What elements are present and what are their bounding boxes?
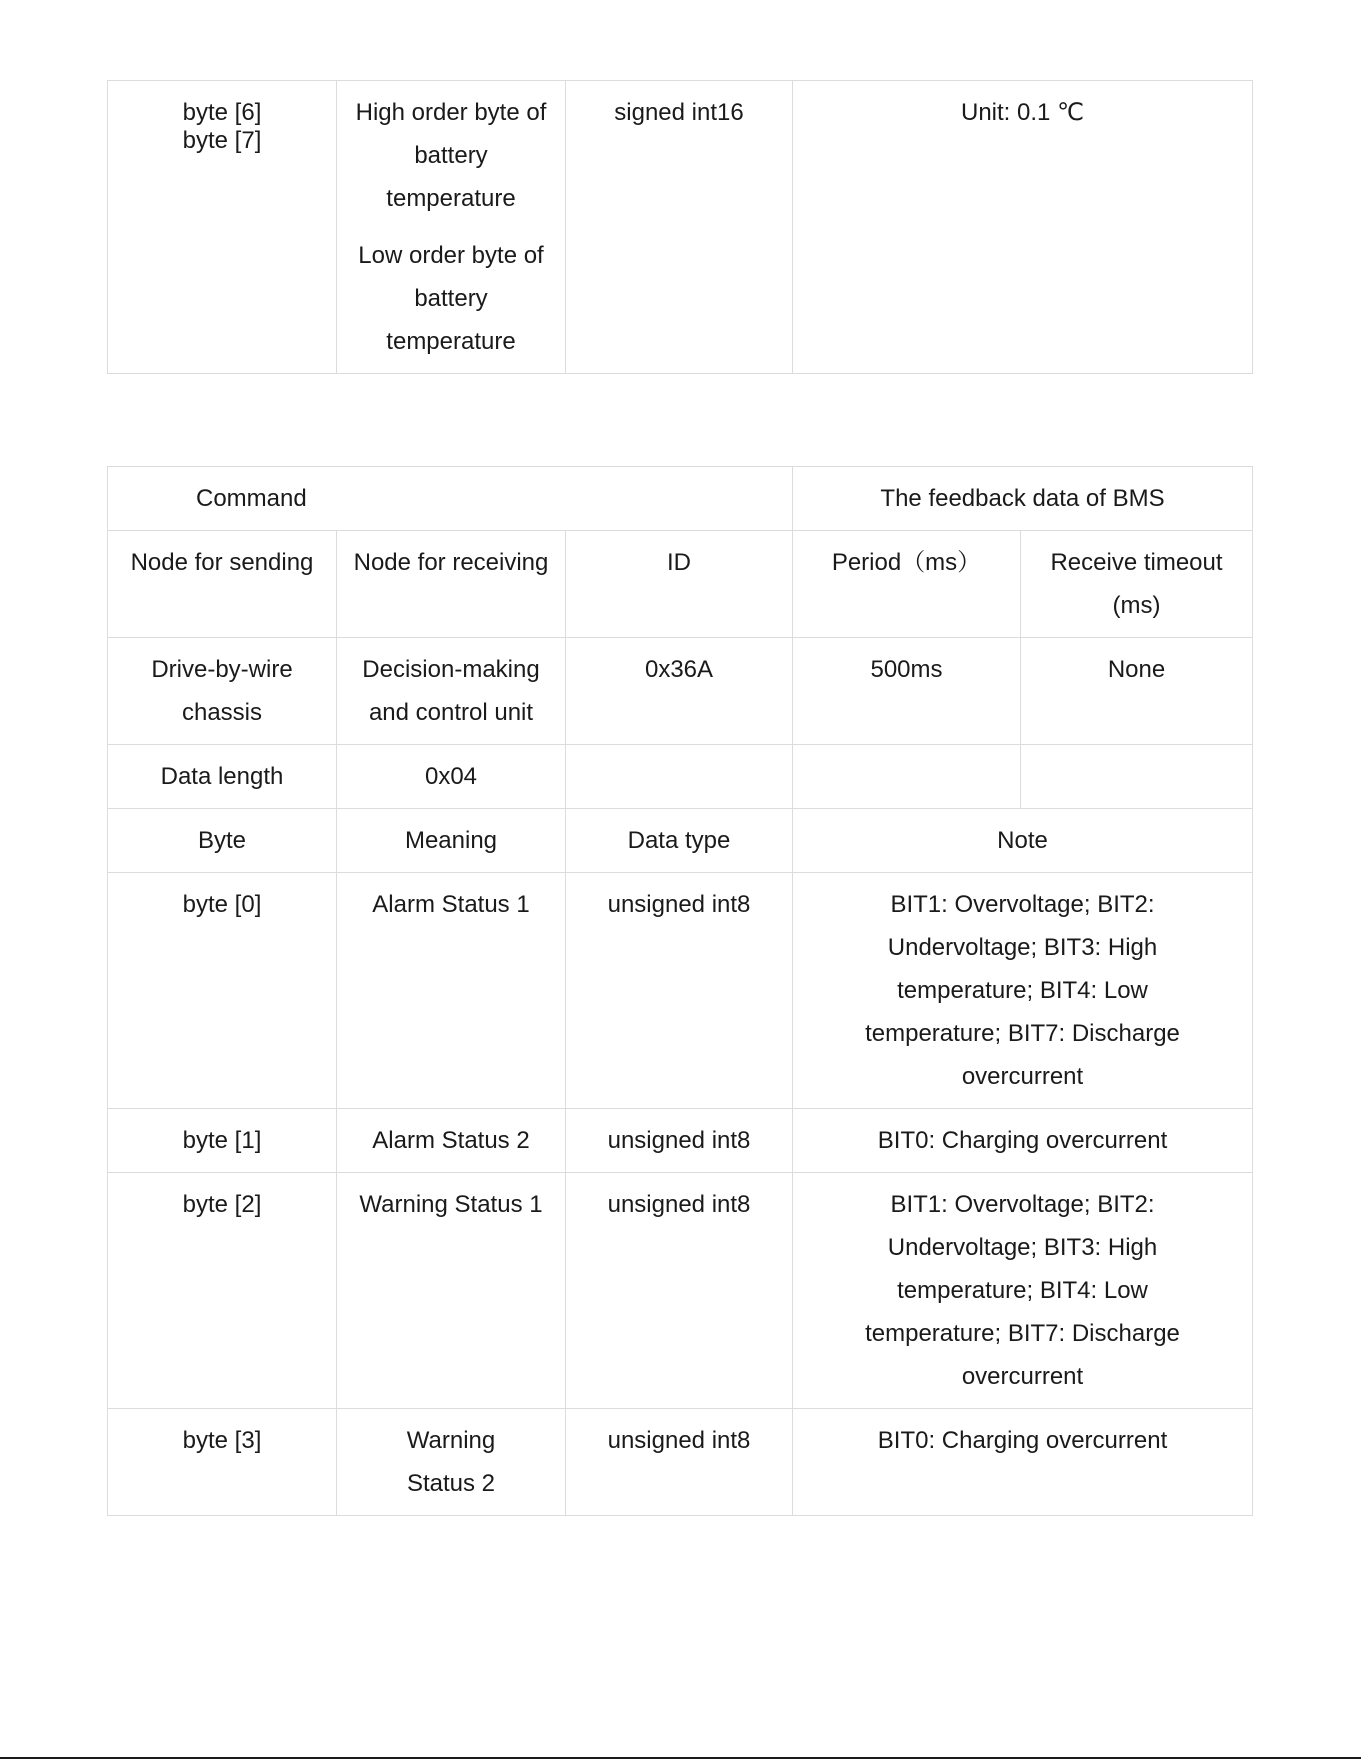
byte-label: byte [6] [182,99,262,126]
info-id: 0x36A [566,638,793,745]
command-label [108,467,793,531]
table-row [108,81,1253,374]
empty-cell [566,745,793,809]
table-row [108,1173,1253,1409]
data-type-cell: unsigned int8 [566,1109,793,1173]
info-node-receiving: Decision-making and control unit [337,638,566,745]
bms-feedback-table [107,466,1253,1516]
data-length-value: 0x04 [337,745,566,809]
column-note: Note [793,809,1253,873]
header-node-receiving: Node for receiving [337,531,566,638]
table-row [108,873,1253,1109]
info-node-sending: Drive-by-wire chassis [108,638,337,745]
empty-cell [793,745,1021,809]
empty-cell [1021,745,1253,809]
note-cell: BIT0: Charging overcurrent [793,1109,1253,1173]
command-value: The feedback data of BMS [793,467,1253,531]
data-type-cell: unsigned int8 [566,1409,793,1516]
note-cell: BIT0: Charging overcurrent [793,1409,1253,1516]
data-length-row [108,745,1253,809]
meaning-cell [337,81,566,374]
info-period: 500ms [793,638,1021,745]
note-cell: BIT1: Overvoltage; BIT2: Undervoltage; BIT3: High temperature; BIT4: Low temperature; BIT7: Discharge overcurrent [793,1173,1253,1409]
meaning-cell: Warning Status 1 [337,1173,566,1409]
data-length-label: Data length [108,745,337,809]
note-cell: Unit: 0.1 ℃ [793,81,1253,374]
table-row [108,1109,1253,1173]
data-type-cell: signed int16 [566,81,793,374]
page-bottom-rule [0,1757,1361,1759]
meaning-cell: Warning Status 2 [337,1409,566,1516]
meaning-cell: Alarm Status 1 [337,873,566,1109]
byte-cell: byte [2] [108,1173,337,1409]
data-type-cell: unsigned int8 [566,1173,793,1409]
command-row [108,467,1253,531]
header-node-sending: Node for sending [108,531,337,638]
byte-cell: byte [3] [108,1409,337,1516]
header-row [108,531,1253,638]
header-receive-timeout: Receive timeout (ms) [1021,531,1253,638]
data-type-cell: unsigned int8 [566,873,793,1109]
info-receive-timeout: None [1021,638,1253,745]
info-row [108,638,1253,745]
column-meaning: Meaning [337,809,566,873]
column-data-type: Data type [566,809,793,873]
header-period: Period（ms） [793,531,1021,638]
column-byte: Byte [108,809,337,873]
byte-cell: byte [0] [108,873,337,1109]
battery-temperature-table [107,80,1253,374]
header-id: ID [566,531,793,638]
command-label-text: Command [196,485,307,512]
columns-header-row [108,809,1253,873]
byte-cell [108,81,337,374]
byte-cell: byte [1] [108,1109,337,1173]
table-row [108,1409,1253,1516]
meaning-text: Low order byte of battery temperature [358,242,544,355]
note-cell: BIT1: Overvoltage; BIT2: Undervoltage; BIT3: High temperature; BIT4: Low temperature; BIT7: Discharge overcurrent [793,873,1253,1109]
byte-label: byte [7] [182,127,262,154]
meaning-cell: Alarm Status 2 [337,1109,566,1173]
meaning-text: High order byte of battery temperature [355,99,547,212]
